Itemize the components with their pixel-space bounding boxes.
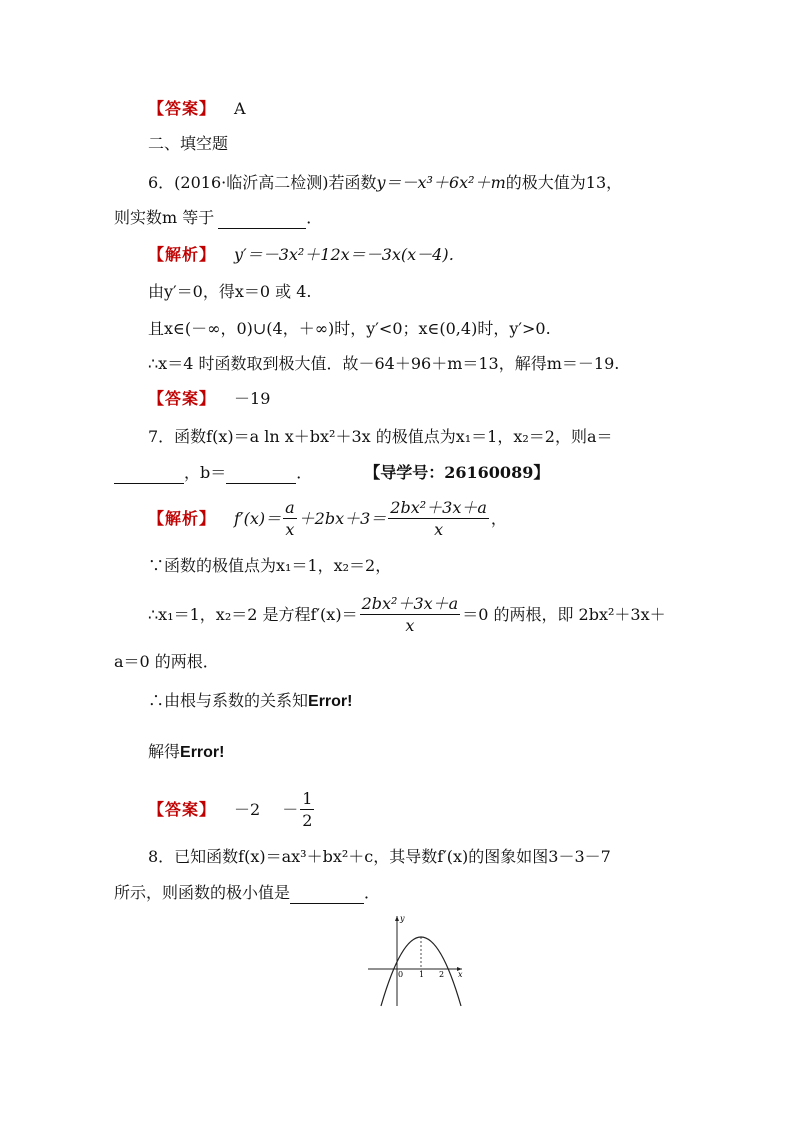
- frac-numerator: 1: [302, 789, 313, 808]
- q7-derivative-mid: ＋2bx＋3＝: [298, 509, 387, 528]
- q7-end: ．: [296, 463, 313, 482]
- q7-blank-b[interactable]: [226, 465, 296, 484]
- q6-end: ．: [306, 208, 323, 227]
- q7-b-label: ，b＝: [184, 463, 227, 482]
- q7-step2: [148, 590, 666, 640]
- frac-denominator: 2: [302, 811, 313, 830]
- answer-tag: 【答案】: [148, 99, 217, 118]
- section-title: 二、填空题: [148, 134, 229, 153]
- q6-answer-blank[interactable]: [218, 210, 306, 229]
- frac-numerator: a: [285, 498, 295, 517]
- q7-step5-text: 解得: [148, 742, 181, 761]
- q7-step1: ∵函数的极值点为x₁＝1，x₂＝2，: [148, 556, 392, 575]
- guide-number: 【导学号：26160089】: [372, 463, 550, 482]
- q7-step2-fraction: [360, 594, 461, 637]
- y-axis-label: y: [400, 914, 405, 923]
- q7-answer-b-sign: －: [282, 800, 299, 819]
- q7-blank-a[interactable]: [114, 465, 184, 484]
- q6-derivative: y′＝－3x²＋12x＝－3x(x－4)．: [234, 245, 465, 264]
- error-text: Error!: [308, 693, 353, 710]
- q8-answer-blank[interactable]: [290, 885, 364, 904]
- q7-fraction-2: [388, 498, 489, 541]
- q6-text: 6．(2016·临沂高二检测)若函数: [148, 173, 377, 192]
- q7-answer-b-fraction: [300, 789, 314, 832]
- q8-line2: [114, 882, 380, 904]
- q7-fraction-1: [283, 498, 297, 541]
- q6-line1: [148, 172, 622, 194]
- q6-step2: 且x∈(－∞，0)∪(4，＋∞)时，y′<0；x∈(0,4)时，y′>0.: [148, 319, 551, 338]
- q7-line2: [114, 462, 549, 484]
- q7-step5: [148, 741, 224, 764]
- q7-step3: a＝0 的两根．: [114, 652, 219, 671]
- frac-numerator: 2bx²＋3x＋a: [361, 594, 459, 613]
- q7-step4: [148, 690, 352, 713]
- q6-text-post: 的极大值为13，: [505, 173, 623, 192]
- y-axis-arrow: [395, 916, 399, 921]
- q7-line1: 7．函数f(x)＝a ln x＋bx²＋3x 的极值点为x₁＝1，x₂＝2，则a＝: [148, 427, 613, 446]
- answer-value: A: [234, 99, 246, 118]
- q6-step3: ∴x＝4 时函数取到极大值．故－64＋96＋m＝13，解得m＝－19.: [148, 354, 620, 373]
- q6-analysis: [148, 244, 465, 266]
- q7-step2-post: ＝0 的两根，即 2bx²＋3x＋: [462, 605, 666, 624]
- answer-tag: 【答案】: [148, 389, 217, 408]
- q7-derivative-label: f′(x)＝: [234, 509, 282, 528]
- q7-analysis: [148, 494, 507, 544]
- analysis-tag: 【解析】: [148, 245, 217, 264]
- q6-question: 则实数m 等于: [114, 208, 215, 227]
- q8-line1: 8．已知函数f(x)＝ax³＋bx²＋c，其导数f′(x)的图象如图3－3－7: [148, 847, 611, 866]
- analysis-tag: 【解析】: [148, 509, 217, 528]
- q7-answer: [148, 785, 316, 835]
- q6-step1: 由y′＝0，得x＝0 或 4.: [148, 282, 312, 301]
- q6-answer: [148, 388, 270, 410]
- frac-denominator: x: [405, 616, 415, 635]
- q7-step2-text: ∴x₁＝1，x₂＝2 是方程f′(x)＝: [148, 605, 358, 624]
- tick-label-2: 2: [439, 970, 445, 979]
- q8-question: 所示，则函数的极小值是: [114, 883, 291, 902]
- q6-answer-value: －19: [234, 389, 271, 408]
- tick-label-1: 1: [419, 970, 425, 979]
- q7-analysis-end: ，: [490, 509, 507, 528]
- origin-label: 0: [398, 970, 404, 979]
- q7-step4-text: ∴由根与系数的关系知: [148, 691, 309, 710]
- q8-end: ．: [364, 883, 381, 902]
- frac-denominator: x: [434, 520, 444, 539]
- frac-numerator: 2bx²＋3x＋a: [390, 498, 487, 517]
- answer-tag: 【答案】: [148, 800, 217, 819]
- frac-denominator: x: [285, 520, 295, 539]
- x-axis-label: x: [458, 970, 463, 979]
- error-text: Error!: [180, 744, 225, 761]
- q6-function: y＝－x³＋6x²＋m: [376, 173, 506, 192]
- derivative-graph: [364, 910, 468, 1010]
- q7-answer-a: －2: [234, 800, 261, 819]
- q6-line2: [114, 207, 322, 229]
- answer-a-line: [148, 98, 246, 120]
